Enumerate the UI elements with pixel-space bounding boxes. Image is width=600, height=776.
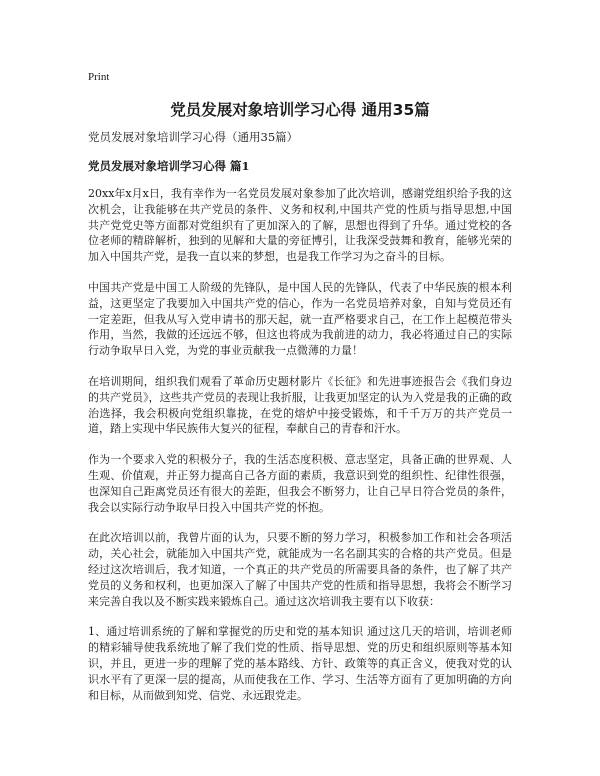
document-subtitle: 党员发展对象培训学习心得（通用35篇） [88, 130, 299, 144]
section-heading: 党员发展对象培训学习心得 篇1 [88, 159, 250, 173]
paragraph-5: 在此次培训以前，我曾片面的认为，只要不断的努力学习，积极参加工作和社会各项活动，关心社会，就能加入中国共产党，就能成为一名名副其实的合格的共产党员。但是经过这次培训后，我才知道，一个真正的共产党员的所需要具备的条件，也了解了共产党员的义务和权利，也更加深入了解了中国共产党的性质和指导思想，我将会不断学习来完善自我以及不断实践来锻炼自己。通过这次培训我主要有以下收获： [88, 531, 512, 608]
document-title: 党员发展对象培训学习心得 通用35篇 [170, 101, 430, 119]
paragraph-3: 在培训期间，组织我们观看了革命历史题材影片《长征》和先进事迹报告会《我们身边的共产党员》，这些共产党员的表现让我折服，让我更加坚定的认为入党是我的正确的政治选择，我会积极向党组织靠拢，在党的熔炉中接受锻炼，和千千万万的共产党员一道，踏上实现中华民族伟大复兴的征程，奉献自己的青春和汗水。 [88, 374, 512, 436]
paragraph-1: 20xx年x月x日，我有幸作为一名党员发展对象参加了此次培训，感谢党组织给予我的这次机会，让我能够在共产党员的条件、义务和权利,中国共产党的性质与指导思想,中国共产党党史等方面都对党组织有了更加深入的了解，思想也得到了升华。通过党校的各位老师的精辟解析，独到的见解和大量的旁征博引，让我深受鼓舞和教育，能够光荣的加入中国共产党，是我一直以来的梦想，也是我工作学习为之奋斗的目标。 [88, 187, 512, 264]
paragraph-2: 中国共产党是中国工人阶级的先锋队，是中国人民的先锋队，代表了中华民族的根本利益，这更坚定了我要加入中国共产党的信心，作为一名党员培养对象，自知与党员还有一定差距，但我从写入党申请书的那天起，就一直严格要求自己，在工作上起模范带头作用，当然，我做的还远远不够，但这也将成为我前进的动力，我必将通过自己的实际行动争取早日入党，为党的事业贡献我一点微薄的力量！ [88, 280, 512, 358]
paragraph-6: 1、通过培训系统的了解和掌握党的历史和党的基本知识 通过这几天的培训，培训老师的精彩辅导使我系统地了解了我们党的性质、指导思想、党的历史和组织原则等基本知识，并且，更进一步的理解了党的基本路线、方针、政策等的真正含义，使我对党的认识水平有了更深一层的提高，从而使我在工作、学习、生活等方面有了更加明确的方向和目标，从而做到知党、信党、永远跟党走。 [88, 625, 512, 702]
print-label: Print [88, 71, 110, 83]
paragraph-4: 作为一个要求入党的积极分子，我的生活态度积极、意志坚定，具备正确的世界观、人生观、价值观，并正努力提高自己各方面的素质，我意识到党的组织性、纪律性很强，也深知自己距离党员还有很大的差距，但我会不断努力，让自己早日符合党员的条件，我会以实际行动争取早日投入中国共产党的怀抱。 [88, 453, 512, 514]
